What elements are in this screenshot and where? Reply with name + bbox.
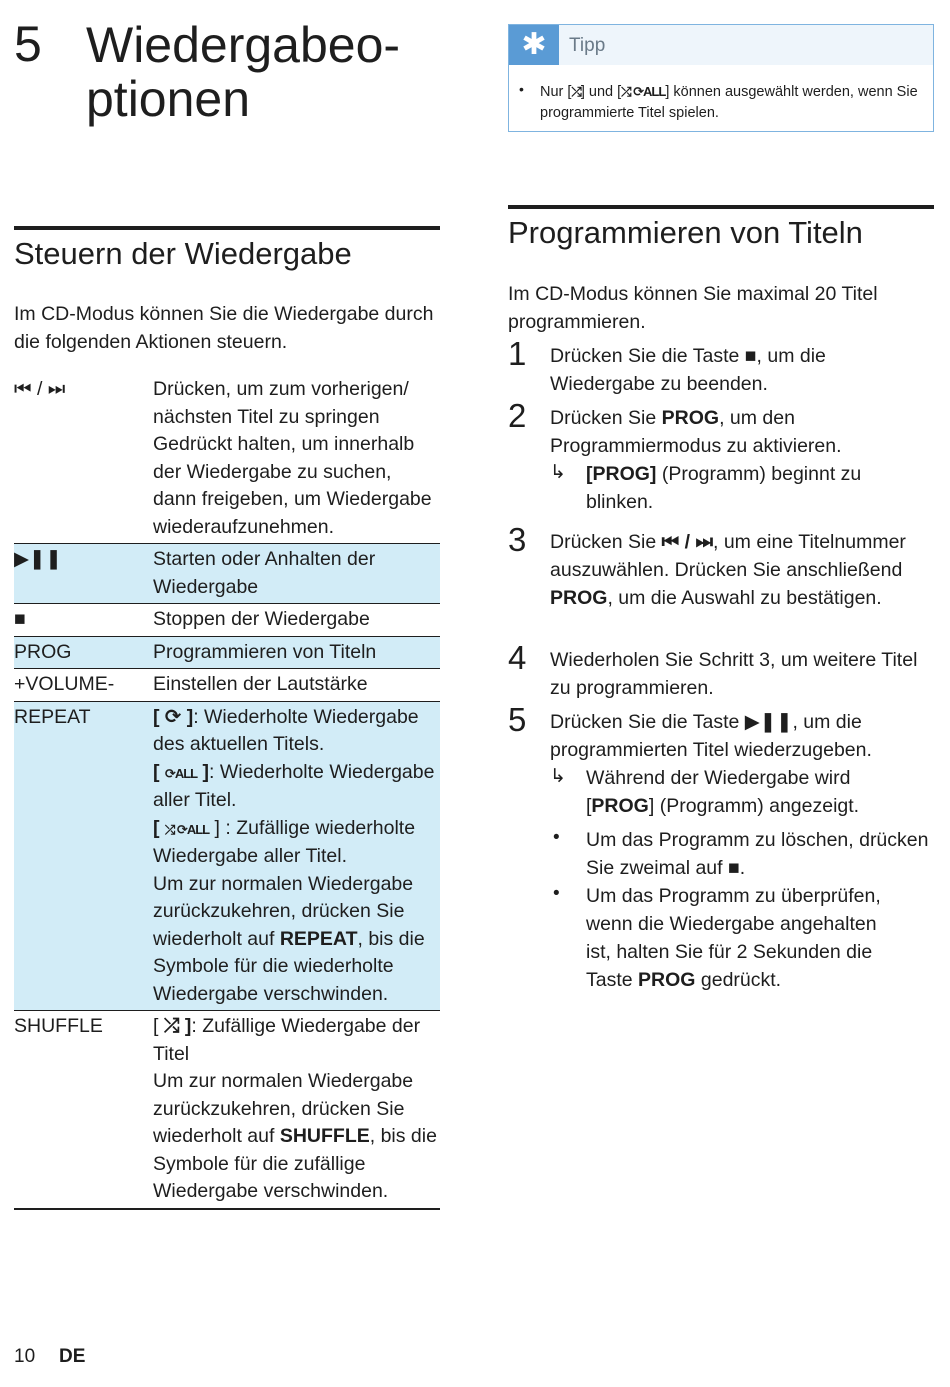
- repeat-icon: ⟳: [164, 705, 182, 728]
- step-result: [586, 460, 886, 516]
- table-row: [14, 1011, 440, 1209]
- table-row: [14, 636, 440, 669]
- step-result: [586, 764, 886, 820]
- prog-key-ref: PROG: [638, 969, 696, 991]
- row-value: Drücken, um zum vorherigen/ nächsten Titel zu springen Gedrückt halten, um innerhalb der Wiedergabe zu suchen, dann freigeben, um Wiedergabe wiederaufzunehmen.: [153, 378, 432, 538]
- shuffle-repeat-text: : Zufällige wiederholte Wiedergabe aller Titel.: [153, 816, 416, 867]
- shuffle-line: [153, 1013, 440, 1068]
- row-key: ■: [14, 608, 26, 630]
- table-row: [14, 544, 440, 604]
- step-text-part: , um die Auswahl zu bestätigen.: [607, 587, 882, 609]
- step-text: [550, 528, 936, 612]
- row-key: ⏮ / ⏭: [14, 378, 66, 400]
- prev-next-icon: ⏮ / ⏭: [661, 531, 713, 553]
- section-rule-left: [14, 226, 440, 230]
- repeat-normal-line: [153, 871, 440, 1009]
- tip-bullet: •: [519, 81, 524, 97]
- step-result-text: Während der Wiedergabe wird [: [586, 767, 851, 817]
- repeat-all-line: [153, 759, 440, 815]
- bracket: ]: [184, 1015, 192, 1037]
- step-text-part: Drücken Sie die Taste: [550, 345, 745, 367]
- step-text: [550, 404, 936, 460]
- bracket: [: [153, 705, 160, 728]
- shuffle-repeat-all-icon: ⤮ ⟳ALL: [164, 821, 210, 837]
- repeat-normal-text: , bis die Symbole für die wiederholte Wiedergabe verschwinden.: [153, 927, 425, 1005]
- step-text: [550, 708, 936, 764]
- step-number: 4: [508, 639, 527, 676]
- repeat-normal-text: Um zur normalen Wiedergabe zurückzukehren, drücken Sie wiederholt auf: [153, 872, 414, 950]
- step-number: 5: [508, 701, 527, 738]
- row-key: PROG: [14, 636, 153, 669]
- prog-key-ref: PROG: [591, 795, 649, 817]
- steps-list: [508, 335, 938, 1018]
- tip-text: [540, 81, 920, 124]
- bullet-text: [586, 826, 938, 882]
- step-number: 2: [508, 397, 527, 434]
- row-key: REPEAT: [14, 701, 153, 1011]
- bracket: [: [153, 816, 160, 839]
- repeat-all-text: : Wiederholte Wiedergabe aller Titel.: [153, 760, 435, 811]
- shuffle-repeat-line: [153, 815, 440, 871]
- step-text-part: , um den Programmiermodus zu aktivieren.: [550, 407, 842, 457]
- table-row: [14, 701, 440, 1011]
- step-result-text: (Programm) beginnt zu blinken.: [586, 463, 862, 513]
- table-row: [14, 374, 440, 544]
- tip-label: Tipp: [569, 35, 606, 56]
- tip-text-part: Nur [: [540, 84, 572, 100]
- bullet-mark: •: [553, 827, 560, 848]
- shuffle-icon: ⤮: [163, 1015, 180, 1037]
- shuffle-key-ref: SHUFFLE: [279, 1125, 370, 1147]
- section-intro-left: Im CD-Modus können Sie die Wiedergabe durch die folgenden Aktionen steuern.: [14, 303, 434, 353]
- chapter-number: 5: [14, 16, 42, 72]
- step-text-part: , um eine Titelnummer auszuwählen. Drücken Sie anschließend: [550, 531, 906, 581]
- step-text-part: , um die programmierten Titel wiederzugeben.: [550, 711, 872, 761]
- row-key: SHUFFLE: [14, 1015, 103, 1037]
- bullet-text-part: Um das Programm zu überprüfen, wenn die Wiedergabe angehalten ist, halten Sie für 2 Sekunden die Taste: [586, 885, 881, 991]
- step-number: 3: [508, 521, 527, 558]
- tip-box: [508, 24, 934, 132]
- step-text: [550, 342, 936, 398]
- row-value: Stoppen der Wiedergabe: [153, 608, 370, 630]
- result-arrow-icon: ↳: [550, 766, 566, 787]
- row-key: ▶❚❚: [14, 544, 153, 604]
- chapter-title-line2: ptionen: [86, 71, 251, 127]
- step-text-part: Drücken Sie: [550, 407, 662, 429]
- step-text-part: Drücken Sie die Taste: [550, 711, 745, 733]
- tip-text-part: ] können ausgewählt werden, wenn Sie programmierte Titel spielen.: [540, 84, 918, 121]
- section-heading-right: Programmieren von Titeln: [508, 215, 863, 250]
- row-value: [153, 1011, 440, 1209]
- row-value: Programmieren von Titeln: [153, 636, 440, 669]
- row-key: +VOLUME-: [14, 673, 115, 695]
- row-value: Einstellen der Lautstärke: [153, 673, 368, 695]
- bullet-text-part: .: [739, 857, 746, 879]
- stop-icon: ■: [744, 345, 757, 367]
- bracket: ]: [186, 705, 194, 728]
- prog-key-ref: PROG: [550, 587, 608, 609]
- chapter-title-line1: Wiedergabeo-: [86, 17, 401, 73]
- bracket: [: [153, 760, 160, 783]
- prog-key-ref: [PROG]: [586, 463, 657, 485]
- tip-text-part: ] und [: [580, 84, 622, 100]
- repeat-all-icon: ⟳ALL: [164, 765, 198, 781]
- section-rule-right: [508, 205, 934, 209]
- shuffle-normal-text: Um zur normalen Wiedergabe zurückzukehren, drücken Sie wiederholt auf: [153, 1070, 414, 1147]
- shuffle-text: : Zufällige Wiedergabe der Titel: [153, 1015, 421, 1065]
- bullet-mark: •: [553, 883, 560, 904]
- step-number: 1: [508, 335, 527, 372]
- bullet-text-part: Um das Programm zu löschen, drücken Sie zweimal auf: [586, 829, 929, 879]
- step-text-part: Drücken Sie: [550, 531, 662, 553]
- repeat-one-text: : Wiederholte Wiedergabe des aktuellen Titels.: [153, 705, 419, 755]
- repeat-key-ref: REPEAT: [279, 927, 358, 950]
- section-intro-right: Im CD-Modus können Sie maximal 20 Titel programmieren.: [508, 283, 878, 333]
- row-value: Starten oder Anhalten der Wiedergabe: [153, 544, 440, 604]
- repeat-one-line: [153, 704, 440, 759]
- table-row: [14, 669, 440, 702]
- stop-icon: ■: [727, 857, 740, 879]
- step-result-text: ] (Programm) angezeigt.: [648, 795, 860, 817]
- bullet-text-part: gedrückt.: [695, 969, 782, 991]
- result-arrow-icon: ↳: [550, 462, 566, 483]
- play-pause-icon: ▶❚❚: [744, 711, 793, 733]
- step-text-part: , um die Wiedergabe zu beenden.: [550, 345, 826, 395]
- section-heading-left: Steuern der Wiedergabe: [14, 236, 352, 271]
- bracket: [: [153, 1015, 159, 1037]
- chapter-title: [86, 18, 486, 126]
- prog-key-ref: PROG: [661, 407, 720, 429]
- row-value: [153, 701, 440, 1011]
- shuffle-icon: ⤮: [571, 84, 581, 99]
- table-row: [14, 604, 440, 637]
- shuffle-normal-line: [153, 1068, 440, 1206]
- bracket: ]: [214, 816, 220, 839]
- page-number: 10: [14, 1346, 36, 1367]
- controls-table: [14, 374, 440, 1210]
- bullet-text: [586, 882, 896, 994]
- step-text: Wiederholen Sie Schritt 3, um weitere Titel zu programmieren.: [550, 649, 918, 699]
- shuffle-repeat-all-icon: ⤮ ⟳ALL: [621, 84, 666, 99]
- asterisk-icon: ✱: [509, 25, 559, 65]
- language-code: DE: [59, 1346, 86, 1367]
- bracket: ]: [202, 760, 210, 783]
- tip-header: [509, 25, 933, 65]
- shuffle-normal-text: , bis die Symbole für die zufällige Wiedergabe verschwinden.: [153, 1125, 437, 1202]
